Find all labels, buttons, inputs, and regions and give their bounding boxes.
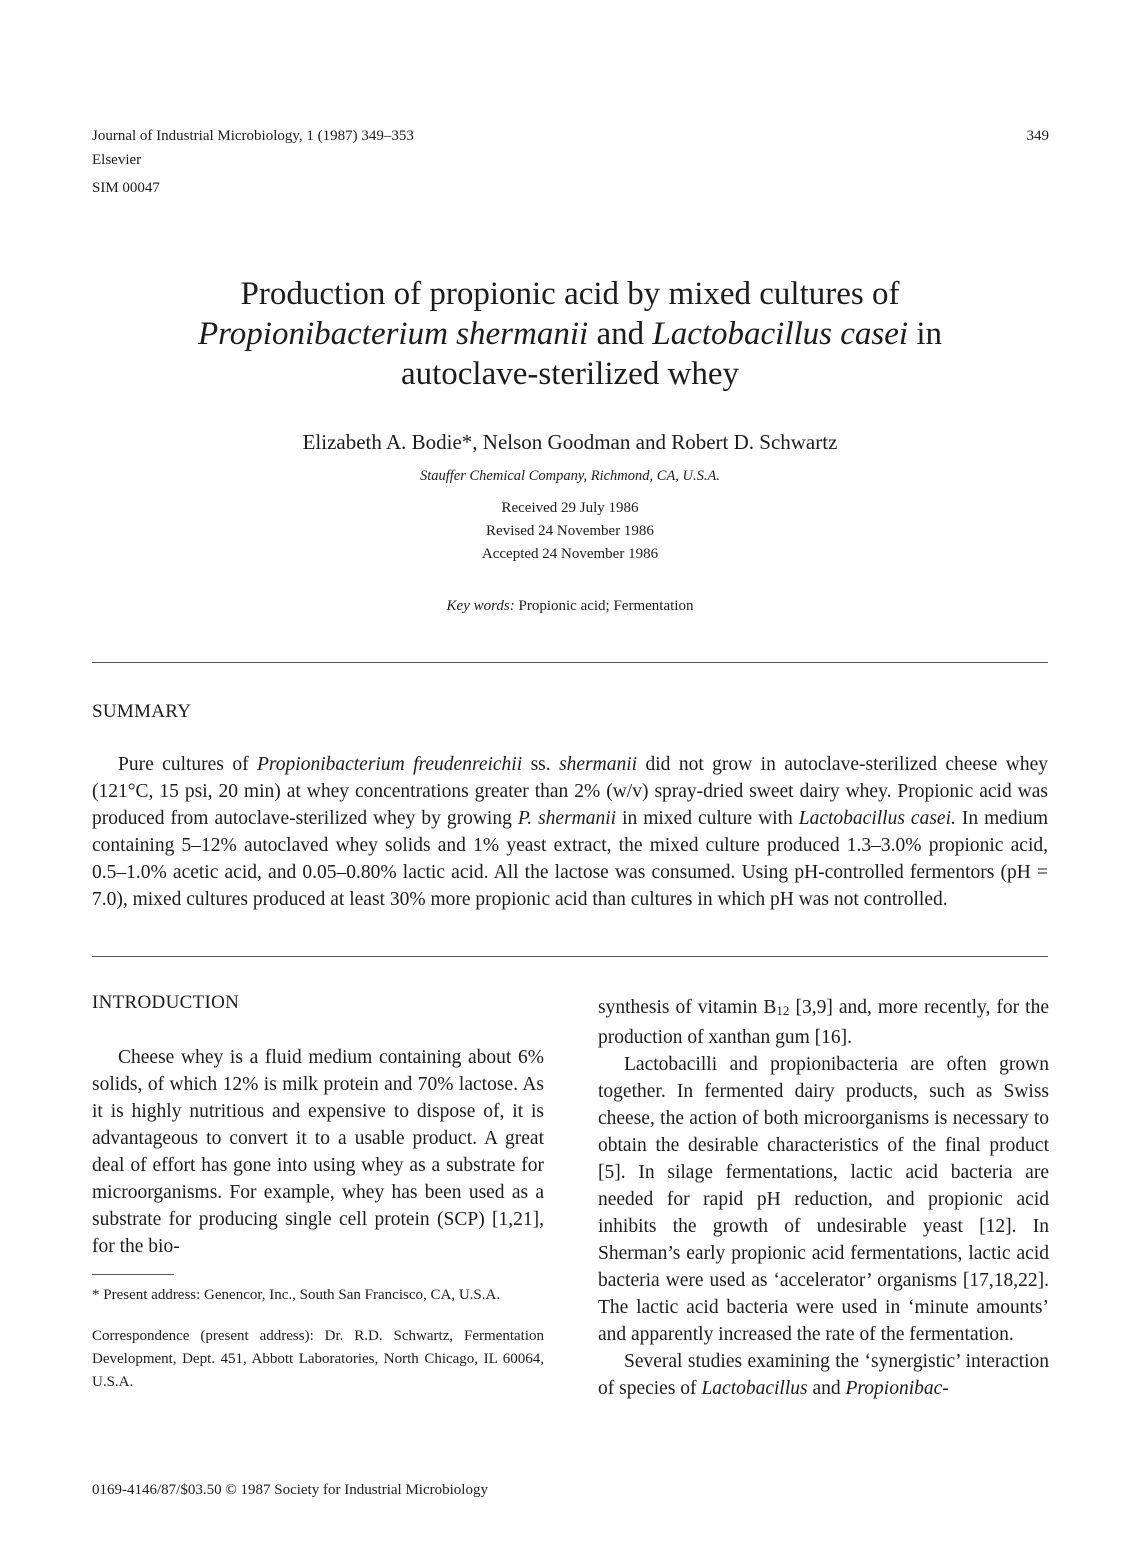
publisher: Elsevier [92, 152, 142, 168]
affiliation: Stauffer Chemical Company, Richmond, CA, U.S.A. [419, 468, 721, 484]
introduction-column [92, 1044, 544, 1260]
intro-paragraph-3: Several studies examining the ‘synergistic’ interaction of species of Lactobacillus and Propionibac- [598, 1351, 1049, 1399]
title-line-2: Propionibacterium shermanii and Lactobacillus casei in [198, 316, 942, 352]
footnote-correspondence: Correspondence (present address): Dr. R.D. Schwartz, Fermentation Development, Dept. 451, Abbott Laboratories, North Chicago, IL 60064, U.S.A. [92, 1328, 544, 1390]
title-species-1: Propionibacterium shermanii [198, 316, 589, 352]
intro-continuation: synthesis of vitamin $B_{12}$ [3,9] and, more recently, for the production of xanthan gum [16]. [598, 997, 1049, 1048]
paper-title [90, 274, 1050, 394]
footnote-rule [92, 1274, 174, 1275]
footnotes [92, 1284, 544, 1394]
divider-bottom [92, 956, 1048, 957]
page-number: 349 [1026, 128, 1049, 144]
running-header [92, 124, 414, 200]
title-line-1: Production of propionic acid by mixed cultures of [240, 276, 900, 312]
author-list: Elizabeth A. Bodie*, Nelson Goodman and Robert D. Schwartz [302, 430, 838, 454]
right-column [598, 994, 1049, 1402]
keywords-label: Key words: [446, 598, 515, 614]
sim-id: SIM 00047 [92, 180, 160, 196]
received-date: Received 29 July 1986 [501, 500, 639, 516]
intro-paragraph-1: Cheese whey is a fluid medium containing about 6% solids, of which 12% is milk protein and 70% lactose. As it is highly nutritious and expensive to dispose of, it is advantageous to convert it to a usable product. A great deal of effort has gone into using whey as a substrate for microorganisms. For example, whey has been used as a substrate for producing single cell protein (SCP) [1,21], for the bio- [92, 1047, 544, 1257]
summary-heading: SUMMARY [92, 701, 192, 722]
title-line-3: autoclave-sterilized whey [400, 356, 740, 392]
keywords [90, 598, 1050, 615]
accepted-date: Accepted 24 November 1986 [481, 546, 659, 562]
divider-top [92, 662, 1048, 663]
footnote-present-address: * Present address: Genencor, Inc., South San Francisco, CA, U.S.A. [92, 1287, 501, 1303]
copyright-line: 0169-4146/87/$03.50 © 1987 Society for Industrial Microbiology [92, 1482, 488, 1498]
revised-date: Revised 24 November 1986 [486, 523, 654, 539]
title-species-2: Lactobacillus casei [652, 316, 909, 352]
keywords-text: Propionic acid; Fermentation [514, 598, 694, 614]
journal-citation: Journal of Industrial Microbiology, 1 (1987) 349–353 [92, 128, 414, 144]
publication-dates [90, 497, 1050, 566]
intro-paragraph-2: Lactobacilli and propionibacteria are often grown together. In fermented dairy products, such as Swiss cheese, the action of both microorganisms is necessary to obtain the desirable characteristics of the final product [5]. In silage fermentations, lactic acid bacteria are needed for rapid pH reduction, and propionic acid inhibits the growth of undesirable yeast [12]. In Sherman’s early propionic acid fermentations, lactic acid bacteria were used as ‘accelerator’ organisms [17,18,22]. The lactic acid bacteria were used in ‘minute amounts’ and apparently increased the rate of the fermentation. [598, 1054, 1049, 1345]
summary-text: Pure cultures of Propionibacterium freudenreichii ss. shermanii did not grow in autoclave-sterilized cheese whey (121°C, 15 psi, 20 min) at whey concentrations greater than 2% (w/v) spray-dried sweet dairy whey. Propionic acid was produced from autoclave-sterilized whey by growing P. shermanii in mixed culture with Lactobacillus casei. In medium containing 5–12% autoclaved whey solids and 1% yeast extract, the mixed culture produced 1.3–3.0% propionic acid, 0.5–1.0% acetic acid, and 0.05–0.80% lactic acid. All the lactose was consumed. Using pH-controlled fermentors (pH = 7.0), mixed cultures produced at least 30% more propionic acid than cultures in which pH was not controlled. [92, 754, 1049, 910]
introduction-heading: INTRODUCTION [92, 992, 240, 1013]
